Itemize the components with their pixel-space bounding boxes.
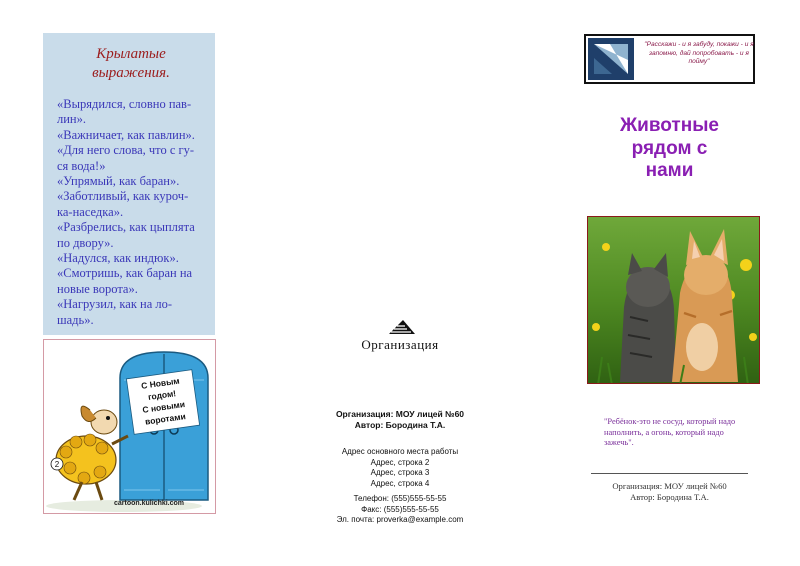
gate-text: воротами bbox=[144, 411, 187, 427]
saying-line: ка-наседка». bbox=[57, 204, 124, 219]
address-block bbox=[300, 409, 500, 526]
fax-line: Факс: (555)555-55-55 bbox=[361, 504, 439, 514]
saying-line: «Важничает, как павлин». bbox=[57, 127, 195, 142]
address-line: Адрес основного места работы bbox=[341, 447, 459, 456]
address-line: Адрес, строка 2 bbox=[370, 457, 430, 467]
gate-text: С новыми bbox=[141, 399, 186, 415]
cover-quote: "Ребёнок-это не сосуд, который надо наполнить, а огонь, который надо зажечь". bbox=[604, 417, 736, 448]
saying-line: «Для него слова, что с гу- bbox=[57, 143, 195, 158]
kittens-photo bbox=[587, 216, 760, 384]
header-box bbox=[584, 34, 755, 84]
author-line: Автор: Бородина Т.А. bbox=[354, 420, 446, 430]
right-org-block bbox=[591, 481, 748, 503]
brochure-title bbox=[598, 115, 741, 183]
cartoon-credit: cartoon.kulichki.com bbox=[114, 500, 185, 507]
saying-line: новые ворота». bbox=[57, 281, 138, 296]
sayings-title bbox=[57, 45, 205, 83]
organization-logo-icon bbox=[385, 319, 417, 335]
right-organization-line: Организация: МОУ лицей №60 bbox=[612, 481, 727, 491]
saying-line: «Заботливый, как куроч- bbox=[57, 189, 189, 204]
saying-line: ся вода!» bbox=[57, 158, 106, 173]
sayings-panel bbox=[43, 33, 215, 335]
saying-line: по двору». bbox=[57, 235, 114, 250]
number-badge-text: 2 bbox=[54, 460, 60, 469]
ram-and-gate-cartoon bbox=[44, 340, 216, 514]
right-author-line: Автор: Бородина Т.А. bbox=[630, 492, 709, 502]
gate-text: годом! bbox=[147, 388, 177, 402]
sayings-title-line: выражения. bbox=[92, 65, 170, 81]
saying-line: «Надулся, как индюк». bbox=[57, 251, 179, 266]
address-line: Адрес, строка 4 bbox=[370, 478, 430, 488]
header-logo-icon bbox=[588, 38, 634, 80]
email-line: Эл. почта: proverka@example.com bbox=[336, 515, 464, 524]
saying-line: шадь». bbox=[57, 312, 94, 327]
cartoon-illustration bbox=[43, 339, 216, 514]
address-line: Адрес, строка 3 bbox=[370, 468, 430, 477]
brochure-title-line: Животные bbox=[620, 115, 719, 136]
saying-line: лин». bbox=[57, 112, 86, 127]
header-quote: "Расскажи - и я забуду, покажи - и я запомню, дай попробовать - и я пойму" bbox=[644, 41, 754, 66]
sayings-title-line: Крылатые bbox=[96, 46, 166, 62]
saying-line: «Упрямый, как баран». bbox=[57, 174, 180, 189]
saying-line: «Вырядился, словно пав- bbox=[57, 97, 192, 111]
divider bbox=[591, 473, 748, 474]
sayings-list bbox=[57, 97, 207, 328]
organization-line: Организация: МОУ лицей №60 bbox=[335, 409, 465, 419]
brochure-title-line: рядом с bbox=[631, 137, 708, 159]
brochure-title-line: нами bbox=[645, 160, 694, 181]
phone-line: Телефон: (555)555-55-55 bbox=[353, 494, 447, 503]
saying-line: «Разбрелись, как цыплята bbox=[57, 220, 195, 235]
saying-line: «Смотришь, как баран на bbox=[57, 266, 193, 281]
gate-text: С Новым bbox=[140, 375, 181, 391]
organization-name: Организация bbox=[361, 337, 439, 352]
saying-line: «Нагрузил, как на ло- bbox=[57, 297, 173, 312]
